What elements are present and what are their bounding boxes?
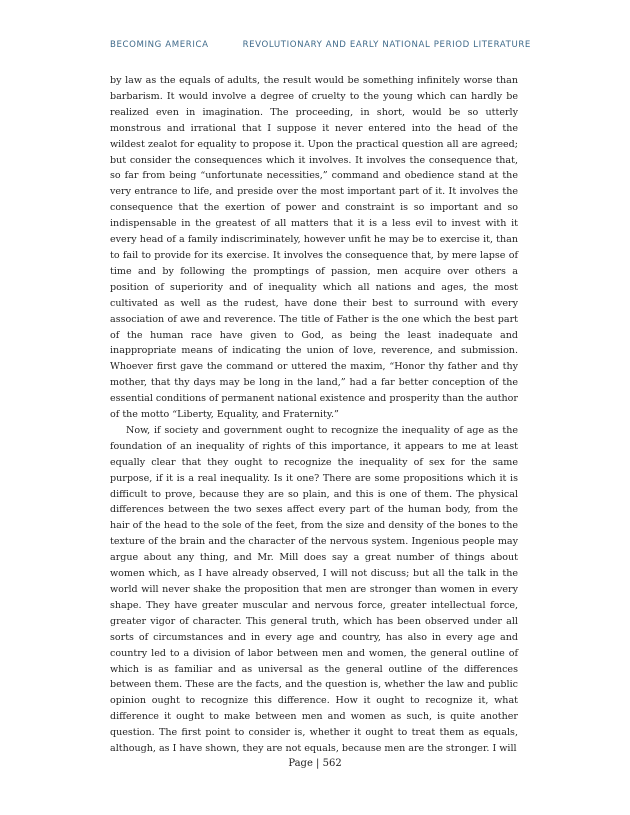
running-header — [110, 40, 531, 50]
book-title: BECOMING AMERICA — [110, 40, 209, 50]
paragraph-continuation: by law as the equals of adults, the result would be something infinitely worse than barbarism. It would involve a degree of cruelty to the young which can hardly be realized even in imagination. The proceeding, in short, would be so utterly monstrous and irrational that I suppose it never entered into the head of the wildest zealot for equality to propose it. Upon the practical question all are agreed; but consider the consequences which it involves. It involves the consequence that, so far from being “unfortunate necessities,” command and obedience stand at the very entrance to life, and preside over the most important part of it. It involves the consequence that the exertion of power and constraint is so important and so indispensable in the greatest of all matters that it is a less evil to invest with it every head of a family indiscriminately, however unfit he may be to exercise it, than to fail to provide for its exercise. It involves the consequence that, by mere lapse of time and by following the promptings of passion, men acquire over others a position of superiority and of inequality which all nations and ages, the most cultivated as well as the rudest, have done their best to surround with every association of awe and reverence. The title of Father is the one which the best part of the human race have given to God, as being the least inadequate and inappropriate means of indicating the union of love, reverence, and submission. Whoever first gave the command or uttered the maxim, “Honor thy father and thy mother, that thy days may be long in the land,” had a far better conception of the essential conditions of permanent national existence and prosperity than the author of the motto “Liberty, Equality, and Fraternity.” — [110, 75, 518, 421]
page-number: Page | 562 — [288, 758, 342, 769]
paragraph-sex-inequality: Now, if society and government ought to recognize the inequality of age as the foundation of an inequality of rights of this importance, it appears to me at least equally clear that they ought to recognize the inequality of sex for the same purpose, if it is a real inequality. Is it one? There are some propositions which it is difficult to prove, because they are so plain, and this is one of them. The physical differences between the two sexes affect every part of the human body, from the hair of the head to the sole of the feet, from the size and density of the bones to the texture of the brain and the character of the nervous system. Ingenious people may argue about any thing, and Mr. Mill does say a great number of things about women which, as I have already observed, I will not discuss; but all the talk in the world will never shake the proposition that men are stronger than women in every shape. They have greater muscular and nervous force, greater intellectual force, greater vigor of character. This general truth, which has been observed under all sorts of circumstances and in every age and country, has also in every age and country led to a division of labor between men and women, the general outline of which is as familiar and as universal as the general outline of the differences between them. These are the facts, and the question is, whether the law and public opinion ought to recognize this difference. How it ought to recognize it, what difference it ought to make between men and women as such, is quite another question. The first point to consider is, whether it ought to treat them as equals, although, as I have shown, they are not equals, because men are the stronger. I will — [110, 424, 518, 755]
body-text — [110, 73, 518, 757]
section-title: REVOLUTIONARY AND EARLY NATIONAL PERIOD LITERATURE — [242, 40, 531, 50]
